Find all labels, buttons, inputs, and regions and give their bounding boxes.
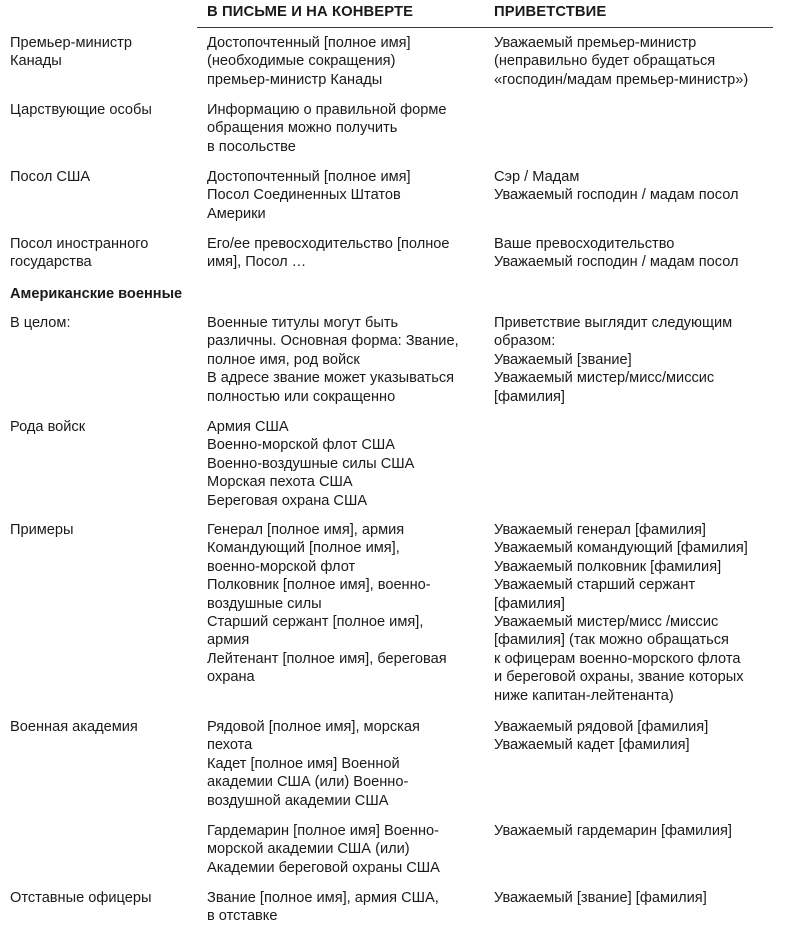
row-greeting: Уважаемый [звание] [фамилия] [494, 890, 707, 906]
row-title: Отставные офицеры [10, 890, 152, 906]
row-address: Армия США Военно-морской флот США Военно-воздушные силы США Морская пехота США Береговая охрана США [207, 419, 415, 509]
row-address: Гардемарин [полное имя] Военно- морской академии США (или) Академии береговой охраны США [207, 823, 440, 876]
section-heading-military: Американские военные [10, 286, 183, 302]
row-greeting: Уважаемый гардемарин [фамилия] [494, 823, 732, 839]
row-address: Его/ее превосходительство [полное имя], Посол … [207, 236, 450, 271]
row-title: Посол иностранного государства [10, 236, 149, 271]
row-address: Звание [полное имя], армия США, в отставке [207, 890, 439, 925]
table-header [0, 0, 787, 28]
row-title: Посол США [10, 169, 91, 185]
row-title: В целом: [10, 315, 71, 331]
row-greeting: Приветствие выглядит следующим образом: Уважаемый [звание] Уважаемый мистер/мисс/миссис [фамилия] [494, 315, 733, 405]
row-greeting: Уважаемый генерал [фамилия] Уважаемый командующий [фамилия] Уважаемый полковник [фамилия] Уважаемый старший сержант [фамилия] Уважаемый мистер/мисс /миссис [фамилия] (так можно обращаться к офицерам военно-морского флота и береговой охраны, звание которых ниже капитан-лейтенанта) [494, 522, 748, 704]
row-greeting: Уважаемый премьер-министр (неправильно будет обращаться «господин/мадам премьер-министр») [494, 35, 749, 88]
row-address: Достопочтенный [полное имя] (необходимые сокращения) премьер-министр Канады [207, 35, 411, 88]
column-header-greeting: ПРИВЕТСТВИЕ [494, 4, 607, 20]
column-header-address: В ПИСЬМЕ И НА КОНВЕРТЕ [207, 4, 414, 20]
row-title: Премьер-министр Канады [10, 35, 132, 70]
row-title: Военная академия [10, 719, 138, 735]
row-title: Рода войск [10, 419, 86, 435]
row-title: Царствующие особы [10, 102, 152, 118]
row-greeting: Уважаемый рядовой [фамилия] Уважаемый кадет [фамилия] [494, 719, 709, 754]
row-address: Достопочтенный [полное имя] Посол Соединенных Штатов Америки [207, 169, 411, 222]
header-divider [197, 27, 773, 28]
row-address: Генерал [полное имя], армия Командующий [полное имя], военно-морской флот Полковник [полное имя], военно- воздушные силы Старший сержант [полное имя], армия Лейтенант [полное имя], береговая охрана [207, 522, 447, 686]
row-title: Примеры [10, 522, 74, 538]
row-address: Информацию о правильной форме обращения можно получить в посольстве [207, 102, 447, 155]
row-address: Рядовой [полное имя], морская пехота Кадет [полное имя] Военной академии США (или) Военно- воздушной академии США [207, 719, 420, 809]
row-greeting: Сэр / Мадам Уважаемый господин / мадам посол [494, 169, 739, 204]
row-address: Военные титулы могут быть различны. Основная форма: Звание, полное имя, род войск В адресе звание может указываться полностью или сокращенно [207, 315, 459, 405]
row-greeting: Ваше превосходительство Уважаемый господин / мадам посол [494, 236, 739, 271]
